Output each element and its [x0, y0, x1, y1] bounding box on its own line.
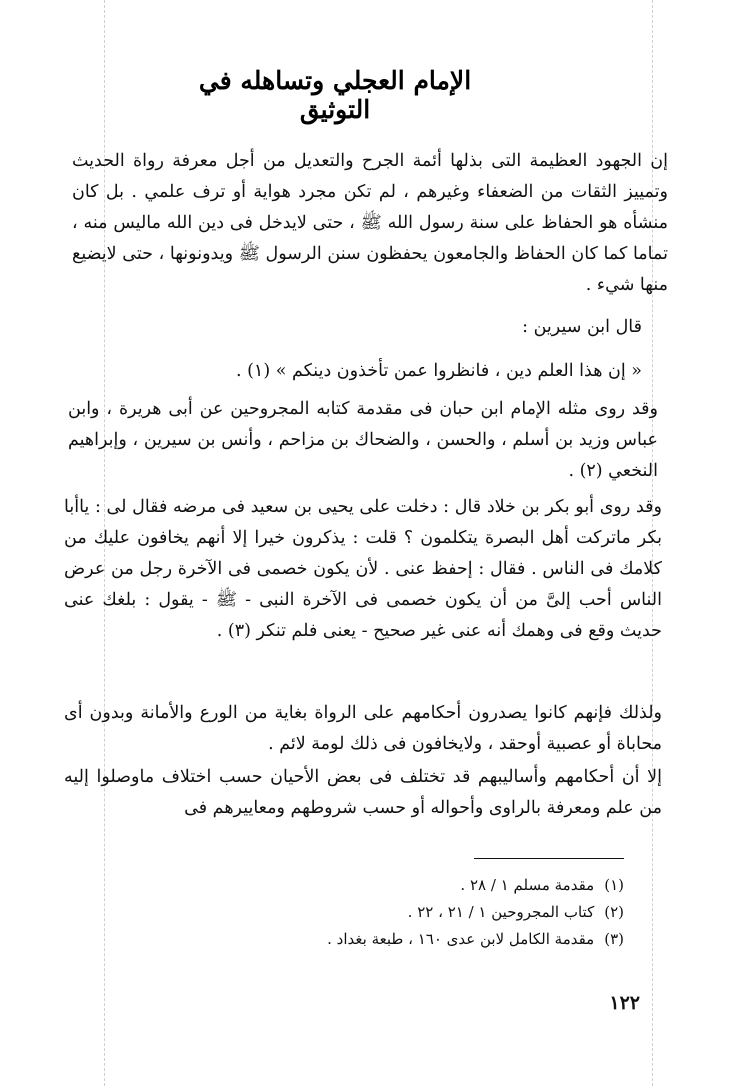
footnote	[240, 899, 624, 926]
footnote-number: (١)	[604, 876, 624, 894]
page-number: ١٢٢	[609, 992, 640, 1014]
footnote-number: (٢)	[604, 903, 624, 921]
page-title: الإمام العجلي وتساهله في التوثيق	[198, 66, 472, 124]
footnote-text: كتاب المجروحين ١ / ٢١ ، ٢٢ .	[407, 903, 595, 921]
footnote-text: مقدمة مسلم ١ / ٢٨ .	[460, 876, 595, 894]
paragraph-ibn-hibban: وقد روى مثله الإمام ابن حبان فى مقدمة كتابه المجروحين عن أبى هريرة ، وابن عباس وزيد بن أسلم ، والحسن ، والضحاك بن مزاحم ، وأنس بن سيرين ، وإبراهيم النخعي (٢) .	[68, 399, 658, 481]
paragraph-verdicts: ولذلك فإنهم كانوا يصدرون أحكامهم على الرواة بغاية من الورع والأمانة وبدون أى محاباة أو عصبية أوحقد ، ولايخافون فى ذلك لومة لائم .	[64, 703, 662, 754]
paragraph-differences: إلا أن أحكامهم وأساليبهم قد تختلف فى بعض الأحيان حسب اختلاف ماوصلوا إليه من علم ومعرفة بالراوى وأحواله أو حسب شروطهم ومعاييرهم فى	[64, 767, 662, 818]
paragraph-quote: « إن هذا العلم دين ، فانظروا عمن تأخذون دينكم » (١) .	[235, 361, 642, 381]
footnote	[240, 926, 624, 953]
footnote	[240, 872, 624, 899]
paragraph-intro: إن الجهود العظيمة التى بذلها أئمة الجرح والتعديل من أجل معرفة رواة الحديث وتمييز الثقات من الضعفاء وغيرهم ، لم تكن مجرد هواية أو ترف علمي . بل كان منشأه هو الحفاظ على سنة رسول الله ﷺ ، حتى لايدخل فى دين الله ماليس منه ، تماما كما كان الحفاظ والجامعون يحفظون سنن الرسول ﷺ ويدونونها ، حتى لايضيع منها شيء .	[72, 151, 668, 295]
footnote-text: مقدمة الكامل لابن عدى ١٦٠ ، طبعة بغداد .	[327, 930, 595, 948]
paragraph-quote-intro: قال ابن سيرين :	[522, 317, 642, 337]
footnote-number: (٣)	[604, 930, 624, 948]
footnote-divider	[474, 858, 624, 859]
footnotes	[240, 872, 624, 953]
paragraph-narration: وقد روى أبو بكر بن خلاد قال : دخلت على يحيى بن سعيد فى مرضه فقال لى : ياأبا بكر ماتركت أهل البصرة يتكلمون ؟ قلت : يذكرون خيرا إلا أنهم يخافون عليك من كلامك فى الناس . فقال : إحفظ عنى . لأن يكون خصمى فى الآخرة رجل من عرض الناس أحب إلىَّ من أن يكون خصمى فى الآخرة النبى - ﷺ - يقول : بلغك عنى حديث وقع فى وهمك أنه عنى غير صحيح - يعنى فلم تنكر (٣) .	[64, 497, 662, 641]
